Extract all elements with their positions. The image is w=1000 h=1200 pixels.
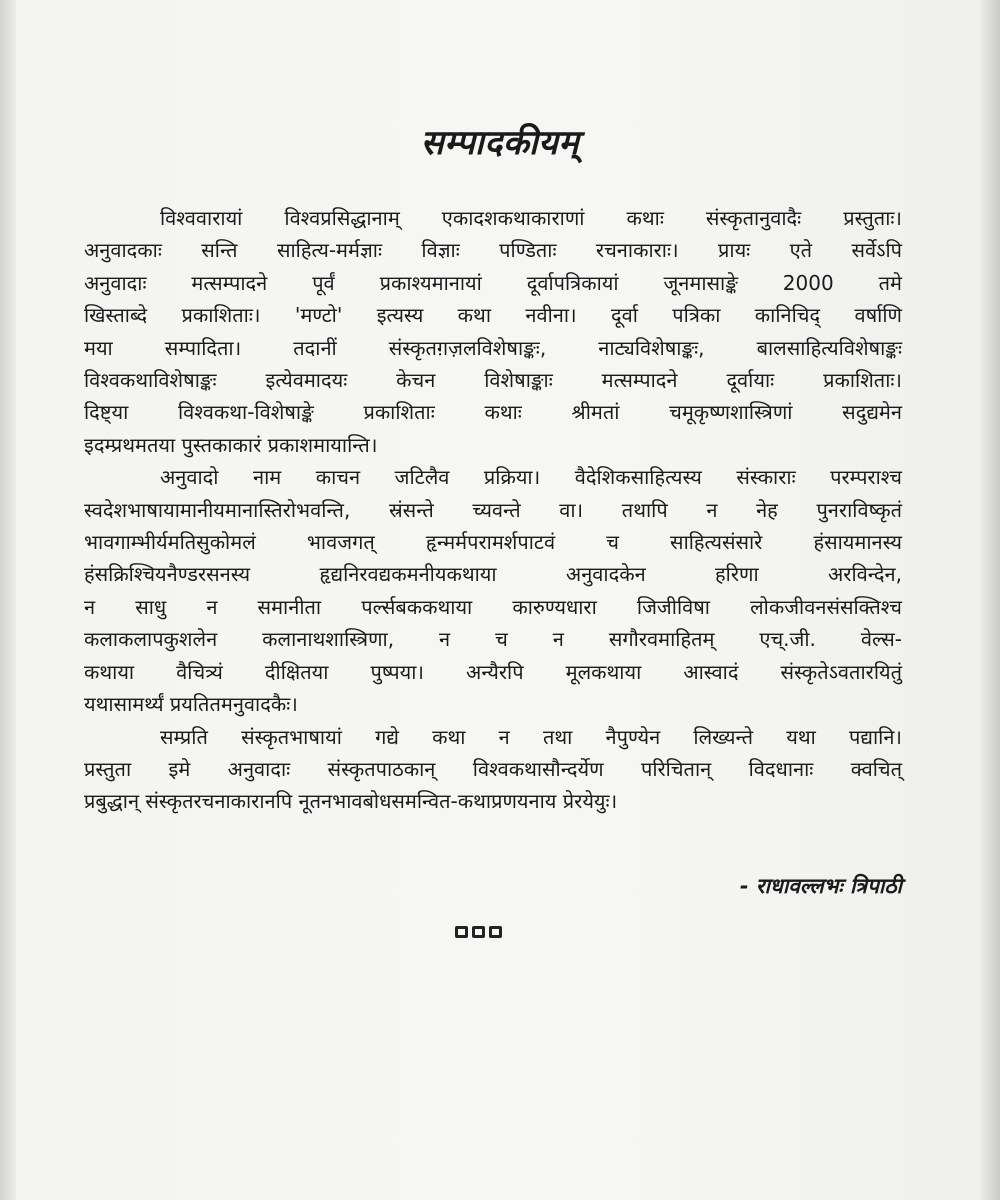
- text-line: प्रबुद्धान् संस्कृतरचनाकारानपि नूतनभावबोधसमन्वित-कथाप्रणयनाय प्रेरयेयुः।: [84, 789, 618, 814]
- text-line: हंसक्रिश्चियनैण्डरसनस्य हृद्यनिरवद्यकमनीयकथाया अनुवादकेन हरिणा अरविन्देन,: [84, 562, 902, 587]
- text-line: खिस्ताब्दे प्रकाशिताः। 'मण्टो' इत्यस्य कथा नवीना। दूर्वा पत्रिका कानिचिद् वर्षाणि: [84, 303, 902, 328]
- text-line: दिष्ट्या विश्वकथा-विशेषाङ्के प्रकाशिताः कथाः श्रीमतां चमूकृष्णशास्त्रिणां सदुद्यमेन: [84, 400, 902, 425]
- page-gutter-shadow: [0, 0, 16, 1200]
- signature: - राधावल्लभः त्रिपाठी: [739, 874, 902, 898]
- editorial-body: [84, 202, 902, 818]
- square-icon: [455, 926, 468, 938]
- text-line: मया सम्पादिता। तदानीं संस्कृतग़ज़लविशेषाङ्कः, नाट्यविशेषाङ्कः, बालसाहित्यविशेषाङ्कः: [84, 335, 902, 360]
- page-title: सम्पादकीयम्: [420, 123, 580, 163]
- text-line: भावगाम्भीर्यमतिसुकोमलं भावजगत् हृन्मर्मपरामर्शपाटवं च साहित्यसंसारे हंसायमानस्य: [84, 530, 902, 555]
- text-line: विश्ववारायां विश्वप्रसिद्धानाम् एकादशकथाकाराणां कथाः संस्कृतानुवादैः प्रस्तुताः।: [160, 206, 902, 230]
- text-line: इदम्प्रथमतया पुस्तकाकारं प्रकाशमायान्ति।: [84, 432, 378, 457]
- text-line: विश्वकथाविशेषाङ्कः इत्येवमादयः केचन विशेषाङ्काः मत्सम्पादने दूर्वायाः प्रकाशिताः।: [84, 368, 902, 393]
- text-line: स्वदेशभाषायामानीयमानास्तिरोभवन्ति, स्रंसन्ते च्यवन्ते वा। तथापि न नेह पुनराविष्कृतं: [84, 497, 902, 522]
- text-line: अनुवादकाः सन्ति साहित्य-मर्मज्ञाः विज्ञाः पण्डिताः रचनाकाराः। प्रायः एते सर्वेऽपि: [84, 238, 902, 263]
- paragraph-3: [84, 721, 902, 818]
- paragraph-2: [84, 461, 902, 720]
- text-line: यथासामर्थ्यं प्रयतितमनुवादकैः।: [84, 692, 298, 717]
- text-line: कलाकलापकुशलेन कलानाथशास्त्रिणा, न च न सगौरवमाहितम् एच्.जी. वेल्स-: [84, 627, 902, 652]
- text-line: प्रस्तुता इमे अनुवादाः संस्कृतपाठकान् विश्वकथासौन्दर्येण परिचितान् विदधानाः क्वचित्: [84, 756, 902, 781]
- text-line: न साधु न समानीता पर्ल्सबककथाया कारुण्यधारा जिजीविषा लोकजीवनसंसक्तिश्च: [84, 594, 902, 619]
- paragraph-1: [84, 202, 902, 461]
- text-line: सम्प्रति संस्कृतभाषायां गद्ये कथा न तथा नैपुण्येन लिख्यन्ते यथा पद्यानि।: [160, 724, 902, 749]
- text-line: अनुवादो नाम काचन जटिलैव प्रक्रिया। वैदेशिकसाहित्यस्य संस्काराः परम्पराश्च: [160, 465, 902, 490]
- text-line: अनुवादाः मत्सम्पादने पूर्वं प्रकाश्यमानायां दूर्वापत्रिकायां जूनमासाङ्के 2000 तमे: [84, 270, 902, 295]
- end-mark-icon: [455, 926, 502, 938]
- text-line: कथाया वैचित्र्यं दीक्षितया पुष्पया। अन्यैरपि मूलकथाया आस्वादं संस्कृतेऽवतारयितुं: [84, 659, 902, 684]
- page-edge-shadow: [978, 0, 1000, 1200]
- square-icon: [472, 926, 485, 938]
- square-icon: [489, 926, 502, 938]
